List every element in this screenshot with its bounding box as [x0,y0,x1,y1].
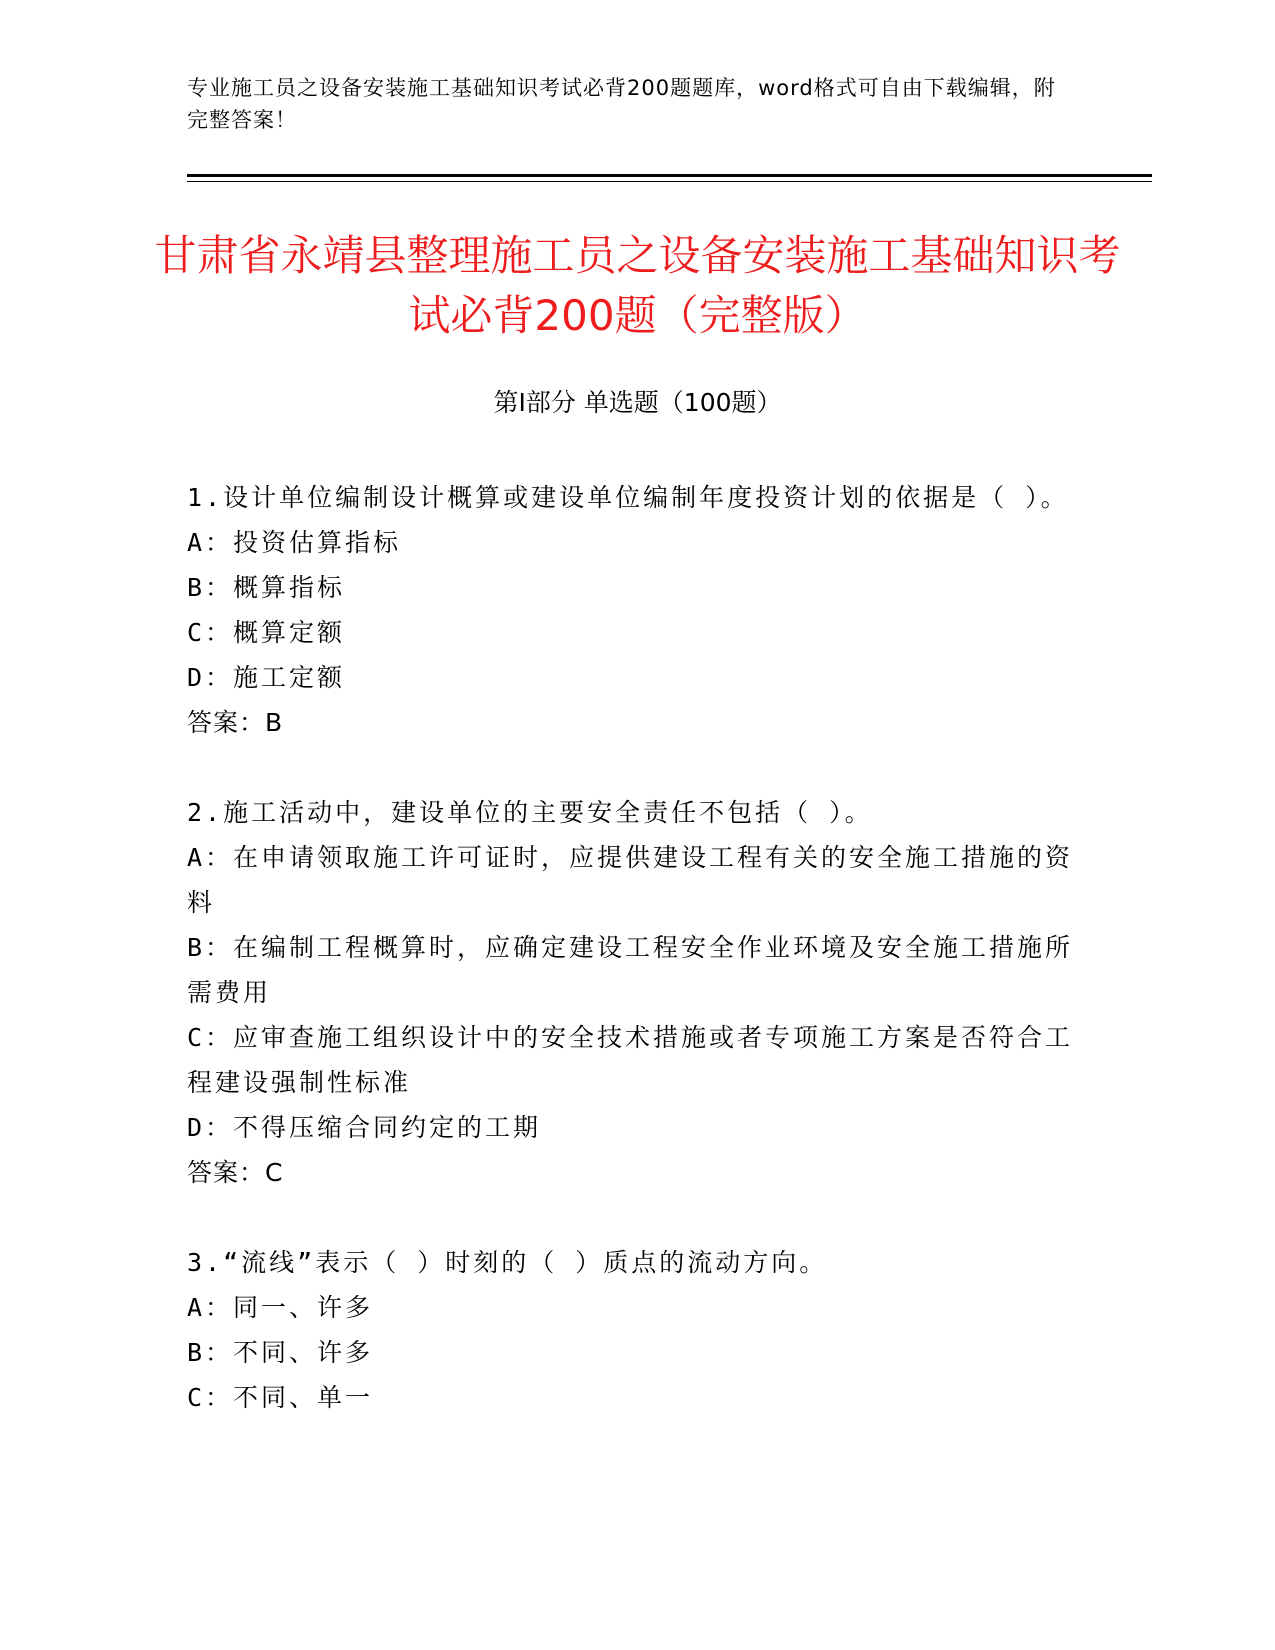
option-b: B：在编制工程概算时，应确定建设工程安全作业环境及安全施工措施所需费用 [187,933,1074,1007]
option-d: D：施工定额 [187,663,346,692]
option-c: C：不同、单一 [187,1383,374,1412]
option-b: B：概算指标 [187,573,346,602]
question-stem: 3.“流线”表示（ ）时刻的（ ）质点的流动方向。 [187,1248,828,1277]
question-1 [187,475,1077,745]
option-b: B：不同、许多 [187,1338,374,1367]
option-d: D：不得压缩合同约定的工期 [187,1113,542,1142]
header-note: 专业施工员之设备安装施工基础知识考试必背200题题库，word格式可自由下载编辑，附完整答案！ [187,76,1056,132]
document-title: 甘肃省永靖县整理施工员之设备安装施工基础知识考试必背200题（完整版） [154,231,1121,340]
option-a: A：投资估算指标 [187,528,402,557]
question-2 [187,790,1077,1195]
question-stem: 1.设计单位编制设计概算或建设单位编制年度投资计划的依据是（ ）。 [187,483,1069,512]
question-list [187,475,1077,1465]
option-c: C：概算定额 [187,618,346,647]
question-3 [187,1240,1077,1420]
header-rule-thin [187,181,1152,182]
option-a: A：在申请领取施工许可证时，应提供建设工程有关的安全施工措施的资料 [187,843,1074,917]
question-stem: 2.施工活动中，建设单位的主要安全责任不包括（ ）。 [187,798,873,827]
section-heading: 第Ⅰ部分 单选题（100题） [493,388,782,417]
answer: 答案：C [187,1158,284,1187]
option-c: C：应审查施工组织设计中的安全技术措施或者专项施工方案是否符合工程建设强制性标准 [187,1023,1074,1097]
option-a: A：同一、许多 [187,1293,374,1322]
answer: 答案：B [187,708,284,737]
header-rule-thick [187,174,1152,177]
